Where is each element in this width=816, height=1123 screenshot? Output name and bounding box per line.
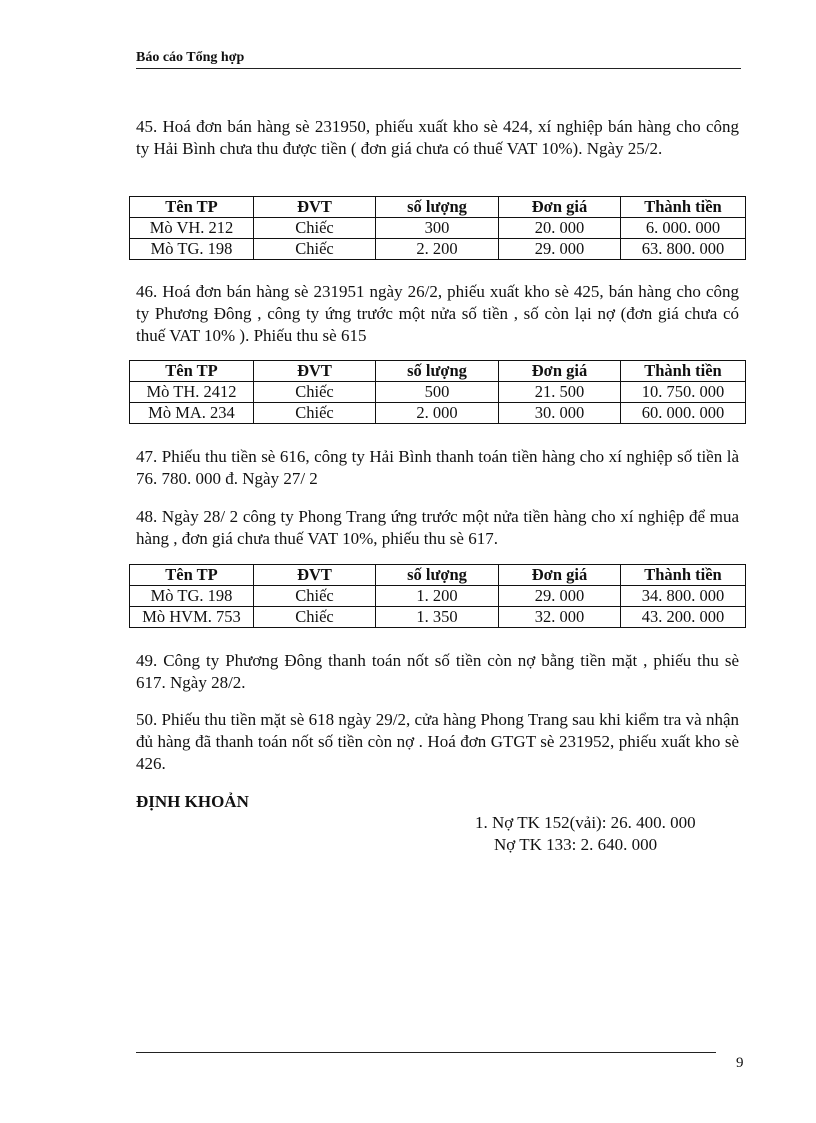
- col-header-product: Tên TP: [130, 361, 254, 382]
- item-47-text: 47. Phiếu thu tiền sè 616, công ty Hải Bình thanh toán tiền hàng cho xí nghiệp số tiền là 76. 780. 000 đ. Ngày 27/ 2: [136, 447, 739, 488]
- footer-divider: [136, 1052, 716, 1053]
- cell-product: Mò VH. 212: [130, 218, 254, 239]
- cell-amount: 43. 200. 000: [621, 607, 746, 628]
- invoice-table-2: [129, 360, 746, 424]
- cell-quantity: 1. 200: [376, 586, 499, 607]
- table-row: [130, 403, 746, 424]
- cell-amount: 10. 750. 000: [621, 382, 746, 403]
- header-divider: [136, 68, 741, 69]
- cell-unit-price: 29. 000: [499, 239, 621, 260]
- page-number: 9: [736, 1055, 744, 1071]
- col-header-unit-price: Đơn giá: [499, 197, 621, 218]
- col-header-product: Tên TP: [130, 197, 254, 218]
- item-45-text: 45. Hoá đơn bán hàng sè 231950, phiếu xuất kho sè 424, xí nghiệp bán hàng cho công ty Hải Bình chưa thu được tiền ( đơn giá chưa có thuế VAT 10%). Ngày 25/2.: [136, 117, 739, 158]
- cell-quantity: 1. 350: [376, 607, 499, 628]
- col-header-amount: Thành tiền: [621, 565, 746, 586]
- cell-quantity: 2. 200: [376, 239, 499, 260]
- invoice-table-1: [129, 196, 746, 260]
- table-row: [130, 607, 746, 628]
- col-header-unit-price: Đơn giá: [499, 361, 621, 382]
- cell-unit-price: 32. 000: [499, 607, 621, 628]
- table-row: [130, 239, 746, 260]
- cell-product: Mò TG. 198: [130, 239, 254, 260]
- cell-unit-price: 20. 000: [499, 218, 621, 239]
- col-header-quantity: số lượng: [376, 565, 499, 586]
- col-header-unit: ĐVT: [254, 361, 376, 382]
- item-49-text: 49. Công ty Phương Đông thanh toán nốt số tiền còn nợ bằng tiền mặt , phiếu thu sè 617. Ngày 28/2.: [136, 651, 739, 692]
- cell-quantity: 500: [376, 382, 499, 403]
- cell-quantity: 2. 000: [376, 403, 499, 424]
- table-header-row: [130, 361, 746, 382]
- cell-amount: 60. 000. 000: [621, 403, 746, 424]
- entry-1-debit-line-1: 1. Nợ TK 152(vải): 26. 400. 000: [475, 813, 696, 832]
- cell-product: Mò TH. 2412: [130, 382, 254, 403]
- table-header-row: [130, 565, 746, 586]
- cell-unit-price: 21. 500: [499, 382, 621, 403]
- entry-1-debit-line-2: Nợ TK 133: 2. 640. 000: [494, 835, 658, 854]
- col-header-amount: Thành tiền: [621, 361, 746, 382]
- col-header-unit: ĐVT: [254, 565, 376, 586]
- table-header-row: [130, 197, 746, 218]
- col-header-unit-price: Đơn giá: [499, 565, 621, 586]
- item-50-text: 50. Phiếu thu tiền mặt sè 618 ngày 29/2, cửa hàng Phong Trang sau khi kiểm tra và nhận đủ hàng đã thanh toán nốt số tiền còn nợ . Hoá đơn GTGT sè 231952, phiếu xuất kho sè 426.: [136, 710, 739, 773]
- cell-amount: 6. 000. 000: [621, 218, 746, 239]
- col-header-quantity: số lượng: [376, 361, 499, 382]
- col-header-unit: ĐVT: [254, 197, 376, 218]
- cell-unit: Chiếc: [254, 239, 376, 260]
- col-header-product: Tên TP: [130, 565, 254, 586]
- col-header-amount: Thành tiền: [621, 197, 746, 218]
- invoice-table-3: [129, 564, 746, 628]
- table-row: [130, 586, 746, 607]
- cell-unit-price: 30. 000: [499, 403, 621, 424]
- cell-amount: 63. 800. 000: [621, 239, 746, 260]
- accounting-entries-heading: ĐỊNH KHOẢN: [136, 792, 249, 811]
- cell-unit: Chiếc: [254, 403, 376, 424]
- item-48-text: 48. Ngày 28/ 2 công ty Phong Trang ứng trước một nửa tiền hàng cho xí nghiệp để mua hàng , đơn giá chưa thuế VAT 10%, phiếu thu sè 617.: [136, 507, 739, 548]
- cell-product: Mò TG. 198: [130, 586, 254, 607]
- cell-unit: Chiếc: [254, 607, 376, 628]
- table-row: [130, 218, 746, 239]
- cell-unit-price: 29. 000: [499, 586, 621, 607]
- cell-product: Mò MA. 234: [130, 403, 254, 424]
- cell-unit: Chiếc: [254, 586, 376, 607]
- table-row: [130, 382, 746, 403]
- item-46-text: 46. Hoá đơn bán hàng sè 231951 ngày 26/2, phiếu xuất kho sè 425, bán hàng cho công ty Phương Đông , công ty ứng trước một nửa số tiền , số còn lại nợ (đơn giá chưa có thuế VAT 10% ). Phiếu thu sè 615: [136, 282, 739, 345]
- document-header-title: Báo cáo Tổng hợp: [136, 50, 245, 65]
- cell-unit: Chiếc: [254, 382, 376, 403]
- cell-product: Mò HVM. 753: [130, 607, 254, 628]
- cell-unit: Chiếc: [254, 218, 376, 239]
- cell-quantity: 300: [376, 218, 499, 239]
- cell-amount: 34. 800. 000: [621, 586, 746, 607]
- col-header-quantity: số lượng: [376, 197, 499, 218]
